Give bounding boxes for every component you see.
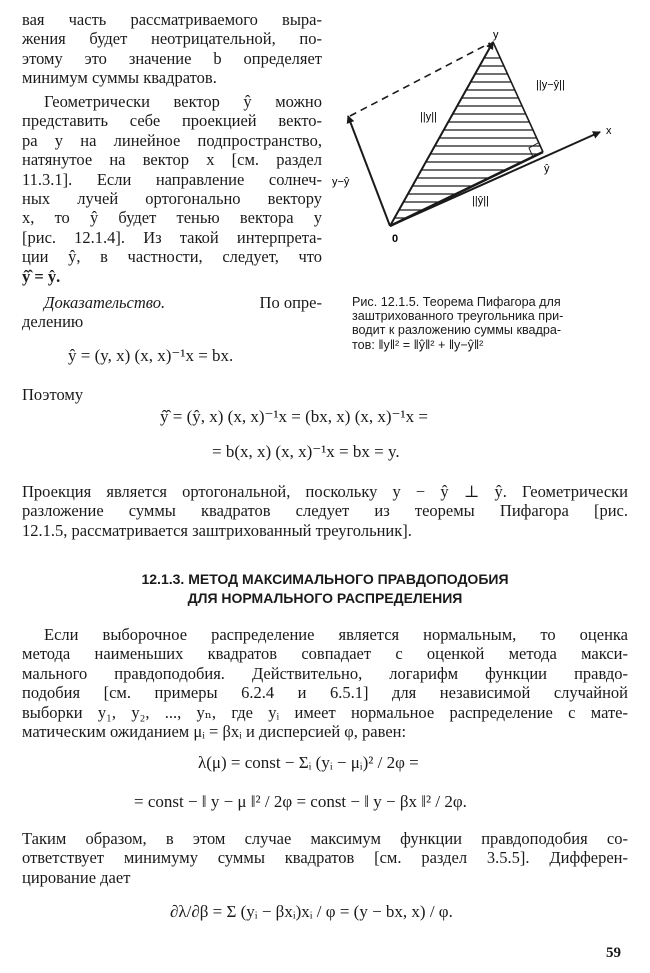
text-line: ответствует минимуму суммы квадратов [см. раздел 3.5.5]. Дифферен- xyxy=(22,848,628,868)
text-line: Геометрически вектор ŷ можно xyxy=(44,92,322,111)
section-heading xyxy=(22,570,628,608)
text-line: вая часть рассматриваемого выра- xyxy=(22,10,322,29)
text-line: делению xyxy=(22,312,84,332)
text-line: [рис. 12.1.4]. Из такой интерпрета- xyxy=(22,227,322,247)
formula-log-likelihood-1: λ(μ) = const − Σᵢ (yᵢ − μᵢ)² / 2φ = xyxy=(198,753,419,772)
label-norm-y: ||y|| xyxy=(420,111,437,123)
heading-line: ДЛЯ НОРМАЛЬНОГО РАСПРЕДЕЛЕНИЯ xyxy=(187,590,463,606)
text-line: Если выборочное распределение является нормальным, то оценка xyxy=(44,625,628,644)
page-number: 59 xyxy=(606,945,621,961)
dashed-line xyxy=(350,43,490,116)
heading-line: 12.1.3. МЕТОД МАКСИМАЛЬНОГО ПРАВДОПОДОБИЯ xyxy=(141,571,509,587)
formula-log-likelihood-2: = const − ‖ y − μ ‖² / 2φ = const − ‖ y − βx ‖² / 2φ. xyxy=(134,792,467,811)
text-line: ра y на линейное подпространство, xyxy=(22,130,322,150)
formula-projection: ŷ = (y, x) (x, x)⁻¹x = bx. xyxy=(68,346,234,365)
proof-label: Доказательство. xyxy=(44,293,166,312)
text-line: разложение суммы квадратов следует из теоремы Пифагора [рис. xyxy=(22,501,628,521)
text-line: 12.1.5, рассматривается заштрихованный треугольник]. xyxy=(22,520,412,540)
label-x-axis: x xyxy=(606,125,612,137)
proof-rest: По опре- xyxy=(259,293,322,312)
label-diff: y−ŷ xyxy=(332,176,350,188)
label-yhat: ŷ xyxy=(544,163,550,175)
proof-block xyxy=(22,293,322,332)
text-line: матическим ожиданием μᵢ = βxᵢ и дисперсией φ, равен: xyxy=(22,722,407,742)
column-paragraph-1 xyxy=(22,10,322,88)
text-line: жения будет неотрицательной, по- xyxy=(22,29,322,49)
text-line: Проекция является ортогональной, поскольку y − ŷ ⊥ ŷ. Геометрически xyxy=(22,482,628,501)
caption-line: заштрихованного треугольника при- xyxy=(352,309,564,324)
pythagoras-figure xyxy=(330,28,630,256)
label-origin: 0 xyxy=(392,233,399,245)
caption-line: водит к разложению суммы квадра- xyxy=(352,323,562,338)
text-line: выборки y₁, y₂, ..., yₙ, где yᵢ имеет нормальное распределение с мате- xyxy=(22,702,628,722)
text-line: ных лучей ортогонально вектору xyxy=(22,189,322,209)
therefore-text: Поэтому xyxy=(22,385,84,404)
text-line: мального правдоподобия. Действительно, логарифм функции правдо- xyxy=(22,663,628,683)
paragraph-conclusion xyxy=(22,829,628,887)
paragraph-projection xyxy=(22,482,628,540)
text-line: 11.3.1]. Если направление солнеч- xyxy=(22,169,322,189)
text-line: минимум суммы квадратов. xyxy=(22,68,217,88)
text-line: Таким образом, в этом случае максимум функции правдоподобия со- xyxy=(22,829,628,848)
paragraph-likelihood xyxy=(22,625,628,741)
text-line: цирование дает xyxy=(22,867,131,887)
caption-line: тов: ‖y‖² = ‖ŷ‖² + ‖y−ŷ‖² xyxy=(352,337,484,352)
text-line: ции ŷ, в частности, следует, что xyxy=(22,247,322,267)
label-norm-yhat: ||ŷ|| xyxy=(472,195,489,207)
formula-idempotent-1: ŷ̂ = (ŷ, x) (x, x)⁻¹x = (bx, x) (x, x)⁻¹x = xyxy=(160,407,428,426)
column-paragraph-2 xyxy=(22,92,322,286)
formula-idempotent-2: = b(x, x) (x, x)⁻¹x = bx = y. xyxy=(212,442,400,461)
proof-line xyxy=(22,293,322,312)
vector-y-hat xyxy=(390,152,543,226)
vector-y-minus-yhat xyxy=(348,116,390,226)
text-line: метода наименьших квадратов совпадает с оценкой метода макси- xyxy=(22,644,628,664)
formula-derivative: ∂λ/∂β = Σ (yᵢ − βxᵢ)xᵢ / φ = (y − bx, x) / φ. xyxy=(170,902,453,921)
caption-line: Рис. 12.1.5. Теорема Пифагора для xyxy=(352,295,561,309)
text-line: x, то ŷ будет тенью вектора y xyxy=(22,208,322,228)
label-norm-diff: ||y−ŷ|| xyxy=(536,79,565,91)
text-line: натянутое на вектор x [см. раздел xyxy=(22,150,322,170)
vector-difference-side xyxy=(493,42,543,152)
label-y-top: y xyxy=(493,29,499,41)
figure-caption xyxy=(352,295,630,352)
text-line: этому это значение b определяет xyxy=(22,48,322,68)
text-line: представить себе проекцией векто- xyxy=(22,111,322,131)
text-line: ŷ̂ = ŷ. xyxy=(22,266,61,286)
text-line: подобия [см. примеры 6.2.4 и 6.5.1] для независимой случайной xyxy=(22,683,628,703)
